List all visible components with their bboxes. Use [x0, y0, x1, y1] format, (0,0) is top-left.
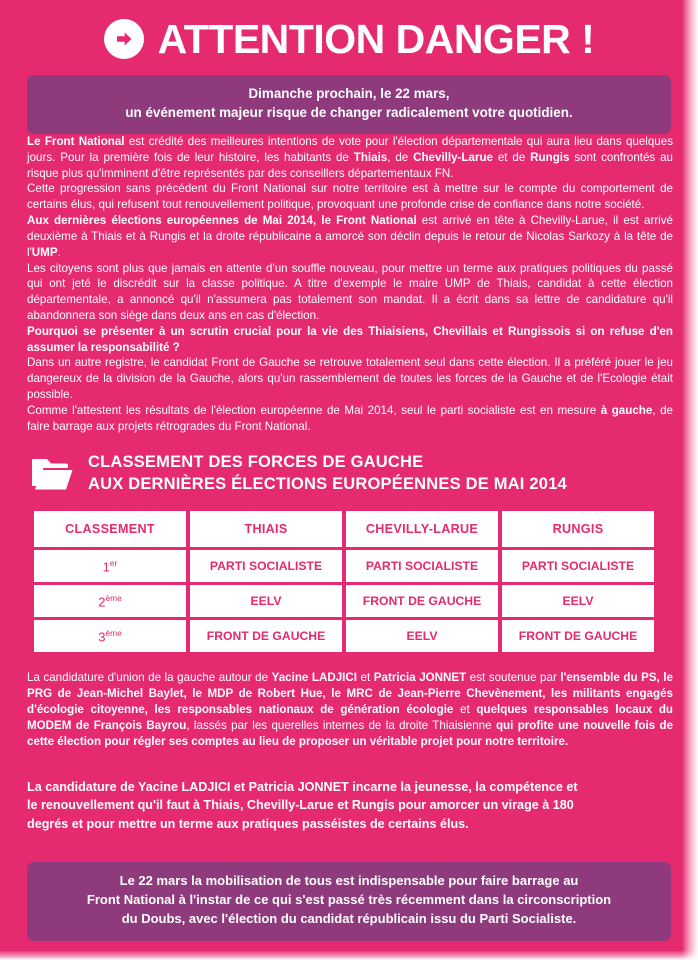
- body-text: , de: [387, 150, 414, 164]
- table-column-header: RUNGIS: [502, 511, 654, 547]
- body-paragraph: [27, 181, 673, 213]
- emphasis-text: l'ensemble du PS, le PRG de Jean-Michel Baylet, le MDP de Robert Hue, le MRC de Jean-Pierre Chevènement, les militants engagés d'écologie citoyenne, les responsables nationaux de génération écologie: [27, 671, 673, 716]
- rank-suffix: er: [109, 557, 118, 568]
- table-source-label: Source: [519, 641, 554, 652]
- table-cell: PARTI SOCIALISTE: [190, 550, 342, 582]
- body-text: et: [453, 702, 477, 716]
- body-text: est arrivé en tête à Chevilly-Larue, il est arrivé deuxième à Thiais et à Rungis et la droite républicaine a amorcé son déclin depuis le retour de Nicolas Sarkozy à la tête de l': [27, 214, 673, 259]
- rank-number: 1: [102, 559, 110, 575]
- body-paragraph: [27, 213, 673, 260]
- body-text: et de: [493, 150, 531, 164]
- table-section-heading-text: [88, 452, 567, 496]
- table-row: [34, 585, 654, 617]
- folder-icon: [30, 454, 74, 494]
- table-rank-cell: [34, 550, 186, 582]
- emphasis-text: Patricia JONNET: [373, 671, 467, 684]
- closing-line2: le renouvellement qu'il faut à Thiais, Chevilly-Larue et Rungis pour amorcer un virage à 180: [27, 798, 574, 813]
- rank-suffix: ème: [105, 592, 122, 603]
- body-paragraph: [27, 403, 673, 435]
- table-cell: EELV: [346, 620, 498, 652]
- body-paragraph: [27, 261, 673, 324]
- table-cell: EELV: [190, 585, 342, 617]
- rank-suffix: ème: [105, 627, 122, 638]
- table-column-header: CLASSEMENT: [34, 511, 186, 547]
- body-text: et: [357, 671, 374, 684]
- scan-edge-bottom: [0, 950, 698, 960]
- body-paragraph: [27, 324, 673, 356]
- page-title: ATTENTION DANGER !: [157, 15, 595, 62]
- emphasis-text: quelques responsables locaux du MODEM de François Bayrou: [27, 702, 673, 732]
- arrow-right-circle-icon: [104, 19, 144, 59]
- body-text: Les citoyens sont plus que jamais en attente d'un souffle nouveau, pour mettre un terme aux pratiques politiques du passé qui ont jeté le discrédit sur la classe politique. A titre d'exemple le maire UMP de Thiais, candidat à cette élection départementale, a annoncé qu'il n'assumera pas totalement son mandat. Il a écrit dans sa lettre de candidature qu'il abandonnera son siège dans deux ans en cas d'élection.: [27, 261, 673, 322]
- bottom-callout-line2: Front National à l'instar de ce qui s'est passé très récemment dans la circonscription: [86, 891, 612, 907]
- lower-copy: [27, 670, 673, 750]
- table-cell: PARTI SOCIALISTE: [502, 550, 654, 582]
- bottom-callout-line1: Le 22 mars la mobilisation de tous est indispensable pour faire barrage au: [119, 873, 579, 888]
- table-column-header: THIAIS: [190, 511, 342, 547]
- left-forces-ranking-table: [30, 508, 658, 655]
- table-cell: FRONT DE GAUCHE: [346, 585, 498, 617]
- body-text: Cette progression sans précédent du Front National sur notre territoire est à mettre sur le compte du comportement de certains élus, qui refusent tout renouvellement politique, provoquant une profonde crise de confiance dans notre société.: [27, 182, 673, 212]
- bottom-callout-banner: [27, 862, 671, 941]
- rank-number: 2: [98, 594, 106, 610]
- table-section-heading-line2: AUX DERNIÈRES ÉLECTIONS EUROPÉENNES DE MAI 2014: [88, 474, 567, 493]
- top-callout-banner: [27, 75, 671, 134]
- emphasis-text: Le Front National: [27, 135, 125, 148]
- body-text: .: [57, 245, 61, 259]
- table-section-heading: [30, 452, 670, 496]
- table-row: [34, 550, 654, 582]
- lower-paragraph: [27, 670, 673, 750]
- bottom-callout-line3: du Doubs, avec l'élection du candidat républicain issu du Parti Socialiste.: [121, 910, 577, 926]
- body-text: Comme l'attestent les résultats de l'élection européenne de Mai 2014, seul le parti socialiste est en mesure: [27, 403, 601, 417]
- body-text: sont confrontés au risque plus qu'imminent d'être représentés par des conseillers départementaux FN.: [27, 150, 673, 180]
- body-text: Dans un autre registre, le candidat Front de Gauche se retrouve totalement seul dans cette élection. Il a préféré jouer le jeu dangereux de la division de la Gauche, alors qu'un rassemblement de toutes les forces de la Gauche et de l'Ecologie était possible.: [27, 356, 673, 401]
- top-callout-line1: Dimanche prochain, le 22 mars,: [248, 86, 450, 101]
- closing-line1: La candidature de Yacine LADJICI et Patricia JONNET incarne la jeunesse, la compétence et: [27, 780, 578, 794]
- closing-statement: [27, 778, 657, 833]
- emphasis-text: Chevilly-Larue: [413, 150, 493, 164]
- scan-edge-right: [682, 0, 698, 960]
- top-callout-line2: un événement majeur risque de changer radicalement votre quotidien.: [125, 105, 573, 121]
- emphasis-text: Yacine LADJICI: [271, 671, 358, 684]
- body-paragraph: [27, 355, 673, 402]
- emphasis-text: Thiais: [353, 150, 388, 164]
- emphasis-text: Aux dernières élections européennes de Mai 2014, le Front National: [27, 214, 417, 228]
- body-text: est crédité des meilleures intentions de vote pour l'élection départementale qui aura lieu dans quelques jours. Pour la première fois de leur histoire, les habitants de: [27, 135, 673, 164]
- table-source-value: : Journal Le Monde: [553, 641, 645, 652]
- table-source-note: [30, 641, 645, 652]
- body-copy: [27, 134, 673, 434]
- table-column-header: CHEVILLY-LARUE: [346, 511, 498, 547]
- table-section-heading-line1: CLASSEMENT DES FORCES DE GAUCHE: [88, 453, 424, 471]
- table-cell: FRONT DE GAUCHE: [502, 620, 654, 652]
- body-text: est soutenue par: [466, 671, 561, 684]
- rank-number: 3: [98, 629, 106, 645]
- table-rank-cell: [34, 585, 186, 617]
- table-cell: FRONT DE GAUCHE: [190, 620, 342, 652]
- body-paragraph: [27, 134, 673, 181]
- closing-line3: degrés et pour mettre un terme aux pratiques passéistes de certains élus.: [27, 816, 469, 831]
- body-text: La candidature d'union de la gauche autour de: [27, 671, 272, 684]
- emphasis-text: Rungis: [530, 150, 570, 164]
- header: [0, 8, 698, 70]
- body-text: , de faire barrage aux projets rétrogrades du Front National.: [27, 403, 674, 433]
- table-cell: PARTI SOCIALISTE: [346, 550, 498, 582]
- emphasis-text: qui profite une nouvelle fois de cette élection pour régler ses comptes au lieu de proposer un véritable projet pour notre territoire.: [27, 718, 674, 748]
- emphasis-text: à gauche: [600, 403, 653, 417]
- emphasis-text: UMP: [31, 245, 58, 259]
- table-header-row: [34, 511, 654, 547]
- body-text: , lassés par les querelles internes de la droite Thiaisienne: [186, 718, 496, 732]
- table-cell: EELV: [502, 585, 654, 617]
- emphasis-text: Pourquoi se présenter à un scrutin crucial pour la vie des Thiaisiens, Chevillais et Rungissois si on refuse d'en assumer la responsabilité ?: [27, 324, 673, 354]
